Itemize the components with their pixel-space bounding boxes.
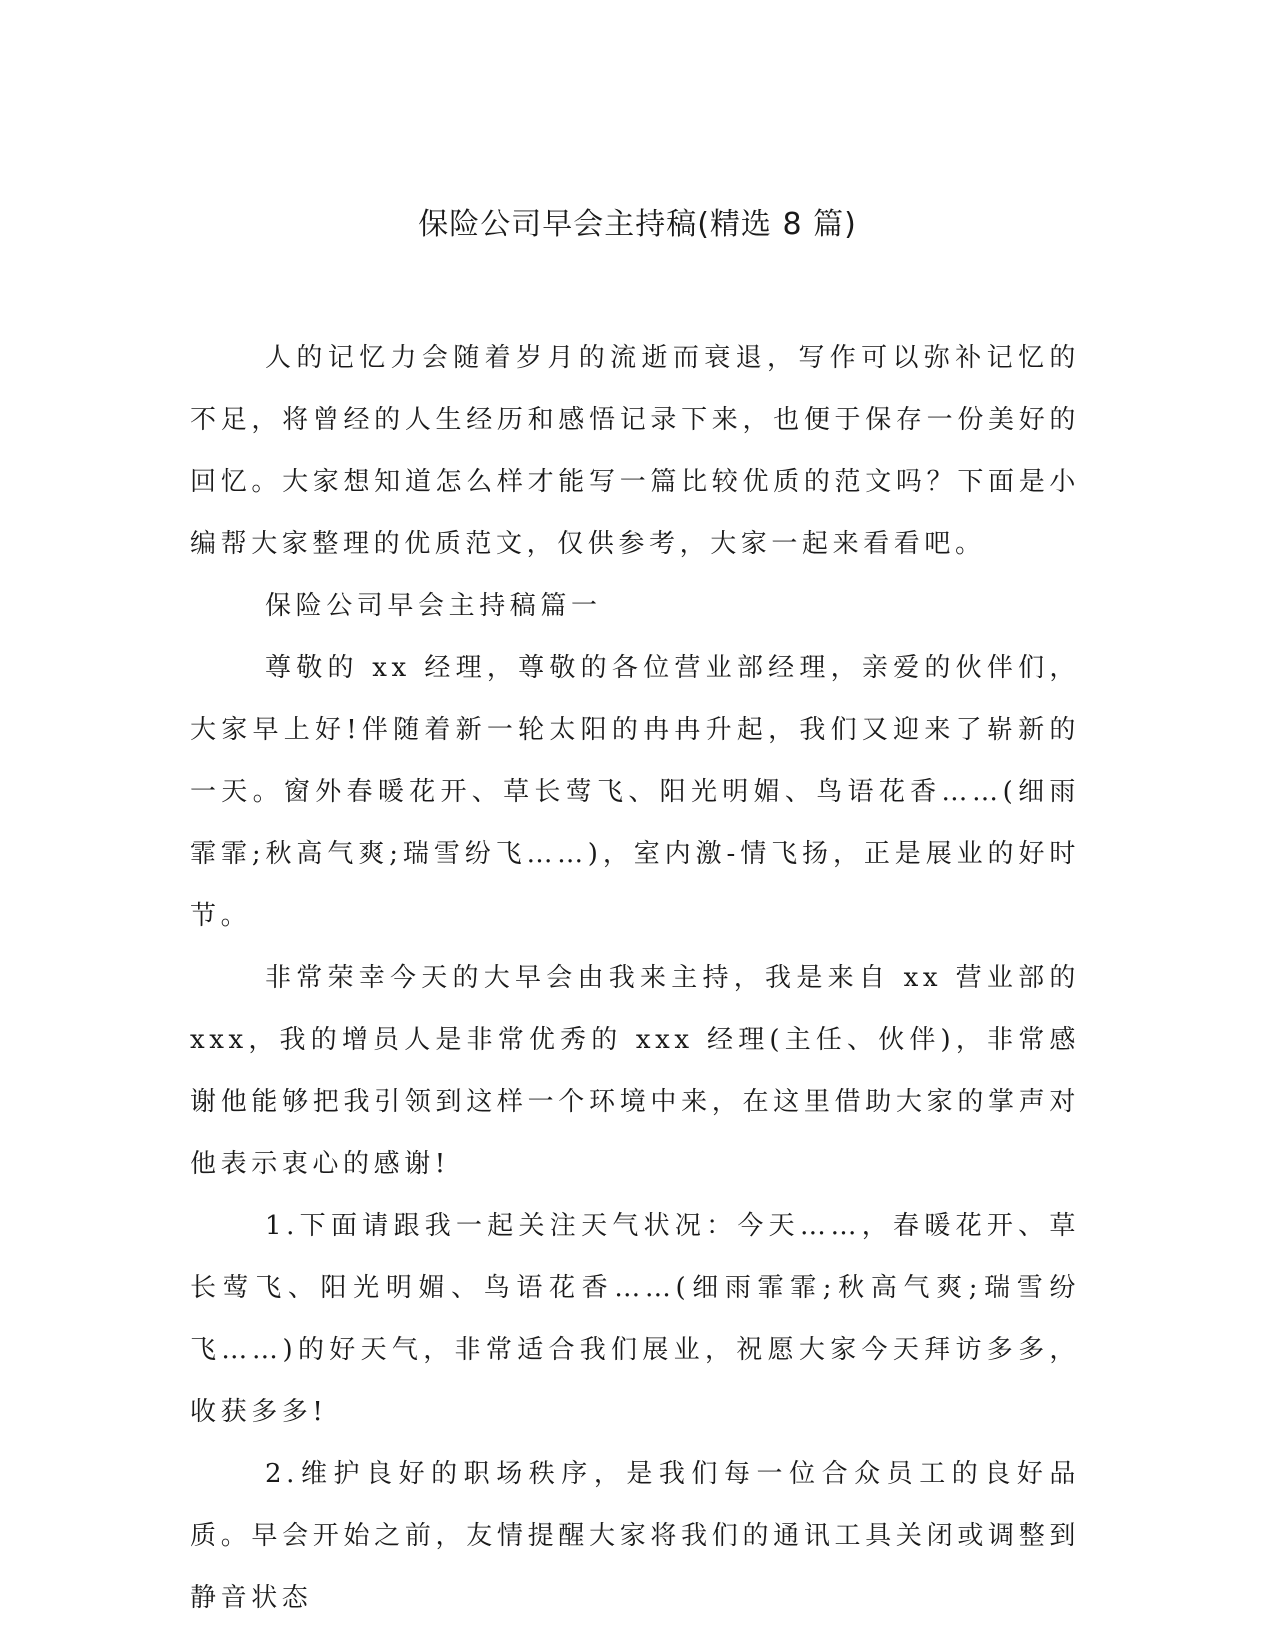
document-title: 保险公司早会主持稿(精选 8 篇) bbox=[418, 207, 857, 242]
section-heading: 保险公司早会主持稿篇一 bbox=[265, 591, 602, 621]
intro-paragraph: 人的记忆力会随着岁月的流逝而衰退，写作可以弥补记忆的不足，将曾经的人生经历和感悟记录下来，也便于保存一份美好的回忆。大家想知道怎么样才能写一篇比较优质的范文吗？下面是小编帮大家整理的优质范文，仅供参考，大家一起来看看吧。 bbox=[190, 343, 1080, 559]
order-paragraph: 2.维护良好的职场秩序，是我们每一位合众员工的良好品质。早会开始之前，友情提醒大家将我们的通讯工具关闭或调整到静音状态 bbox=[190, 1459, 1080, 1613]
document-body bbox=[190, 327, 1080, 1629]
host-intro-paragraph: 非常荣幸今天的大早会由我来主持，我是来自 xx 营业部的 xxx，我的增员人是非常优秀的 xxx 经理(主任、伙伴)，非常感谢他能够把我引领到这样一个环境中来，在这里借助大家的掌声对他表示衷心的感谢! bbox=[190, 963, 1080, 1179]
greeting-paragraph: 尊敬的 xx 经理，尊敬的各位营业部经理，亲爱的伙伴们，大家早上好!伴随着新一轮太阳的冉冉升起，我们又迎来了崭新的一天。窗外春暖花开、草长莺飞、阳光明媚、鸟语花香……(细雨霏霏;秋高气爽;瑞雪纷飞……)，室内激-情飞扬，正是展业的好时节。 bbox=[190, 653, 1080, 931]
weather-paragraph: 1.下面请跟我一起关注天气状况：今天……，春暖花开、草长莺飞、阳光明媚、鸟语花香……(细雨霏霏;秋高气爽;瑞雪纷飞……)的好天气，非常适合我们展业，祝愿大家今天拜访多多，收获多多! bbox=[190, 1211, 1080, 1427]
